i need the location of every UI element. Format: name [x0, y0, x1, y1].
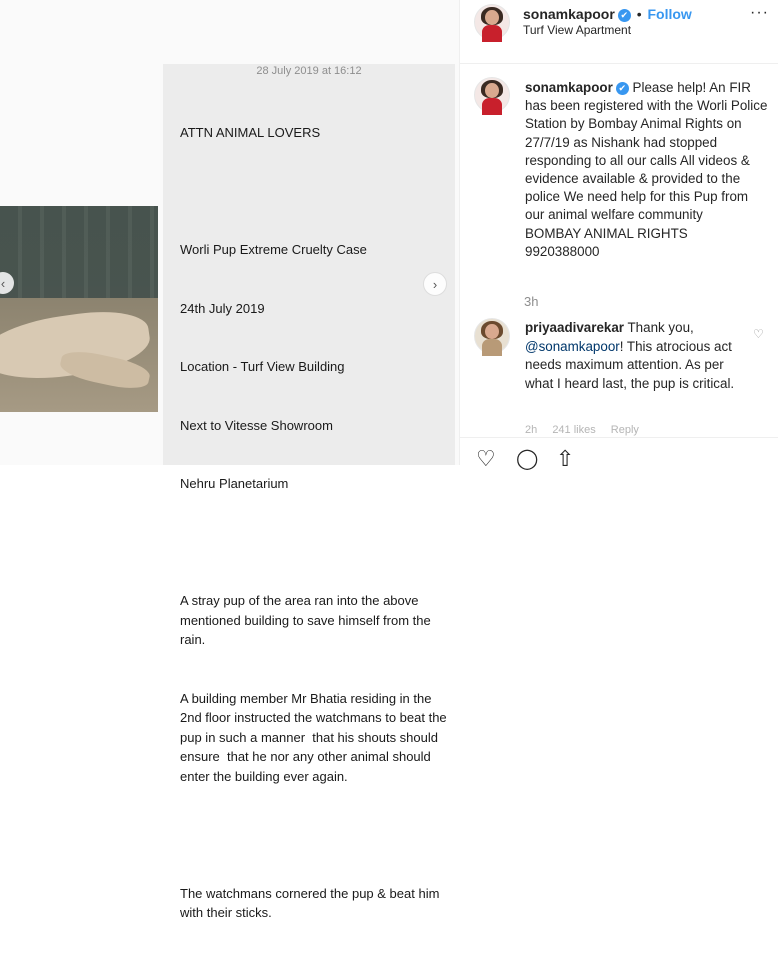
avatar[interactable] [474, 4, 510, 40]
comment-meta [525, 424, 651, 436]
note-line: Worli Pup Extreme Cruelty Case [180, 242, 367, 257]
chevron-left-icon: ‹ [0, 275, 6, 291]
note-line: ATTN ANIMAL LOVERS [180, 125, 321, 140]
note-body [180, 84, 451, 962]
comment-text-end: ! This atrocious act needs maximum attention. As per what I heard last, the pup is critical. [525, 338, 735, 391]
pup-photo [0, 206, 158, 412]
chevron-right-icon: › [432, 276, 438, 292]
caption-avatar[interactable] [474, 77, 510, 113]
caption-time[interactable]: 3h [524, 294, 539, 309]
comment-time[interactable]: 2h [525, 424, 538, 436]
header-username[interactable]: sonamkapoor [523, 6, 615, 22]
like-heart-icon[interactable]: ♡ [476, 446, 496, 471]
post-side-panel [459, 0, 777, 471]
note-line: Nehru Planetarium [180, 476, 289, 491]
comment-reply-button[interactable]: Reply [610, 424, 639, 436]
comment-likes[interactable]: 241 likes [552, 424, 596, 436]
next-slide-button[interactable] [423, 272, 447, 296]
comment-mention[interactable]: @sonamkapoor [525, 338, 620, 354]
note-line: Location - Turf View Building [180, 359, 345, 374]
caption-phone: 9920388000 [525, 243, 600, 259]
separator-dot: • [636, 6, 642, 22]
comment-bubble-icon[interactable]: ◯ [516, 448, 539, 470]
commenter-avatar[interactable] [474, 318, 510, 354]
note-timestamp: 28 July 2019 at 16:12 [256, 65, 362, 77]
post-caption [525, 79, 770, 261]
comment-like-heart-icon[interactable]: ♡ [753, 327, 764, 341]
verified-icon: ✔ [618, 9, 631, 22]
follow-button[interactable]: Follow [647, 6, 692, 22]
comment [525, 319, 755, 393]
caption-username[interactable]: sonamkapoor [525, 80, 613, 95]
caption-org: BOMBAY ANIMAL RIGHTS [525, 225, 688, 241]
note-paragraph: The watchmans cornered the pup & beat him with their sticks. [180, 885, 444, 920]
comment-username[interactable]: priyaadivarekar [525, 320, 625, 335]
location-link[interactable]: Turf View Apartment [523, 23, 632, 37]
text-note-image [163, 64, 455, 920]
verified-icon: ✔ [616, 82, 629, 95]
note-paragraph: A building member Mr Bhatia residing in the 2nd floor instructed the watchmans to beat the pup in such a manner that his shouts should ensure that he nor any other animal should enter the building ever again. [180, 690, 451, 784]
note-line: Next to Vitesse Showroom [180, 417, 333, 433]
comment-text-start: Thank you, [627, 320, 694, 335]
note-paragraph: A stray pup of the area ran into the above mentioned building to save himself from the rain. [180, 593, 435, 647]
action-bar [460, 437, 778, 471]
share-icon[interactable]: ⇧ [556, 446, 575, 471]
post-header [460, 0, 778, 64]
more-options-icon[interactable]: ··· [750, 4, 769, 21]
note-line: 24th July 2019 [180, 300, 265, 316]
caption-text: Please help! An FIR has been registered with the Worli Police Station by Bombay Animal Rights on 27/7/19 as Nishank had stopped responding to all our calls All videos & evidence available & provided to the police We need help for this Pup from our animal welfare community [525, 80, 768, 223]
